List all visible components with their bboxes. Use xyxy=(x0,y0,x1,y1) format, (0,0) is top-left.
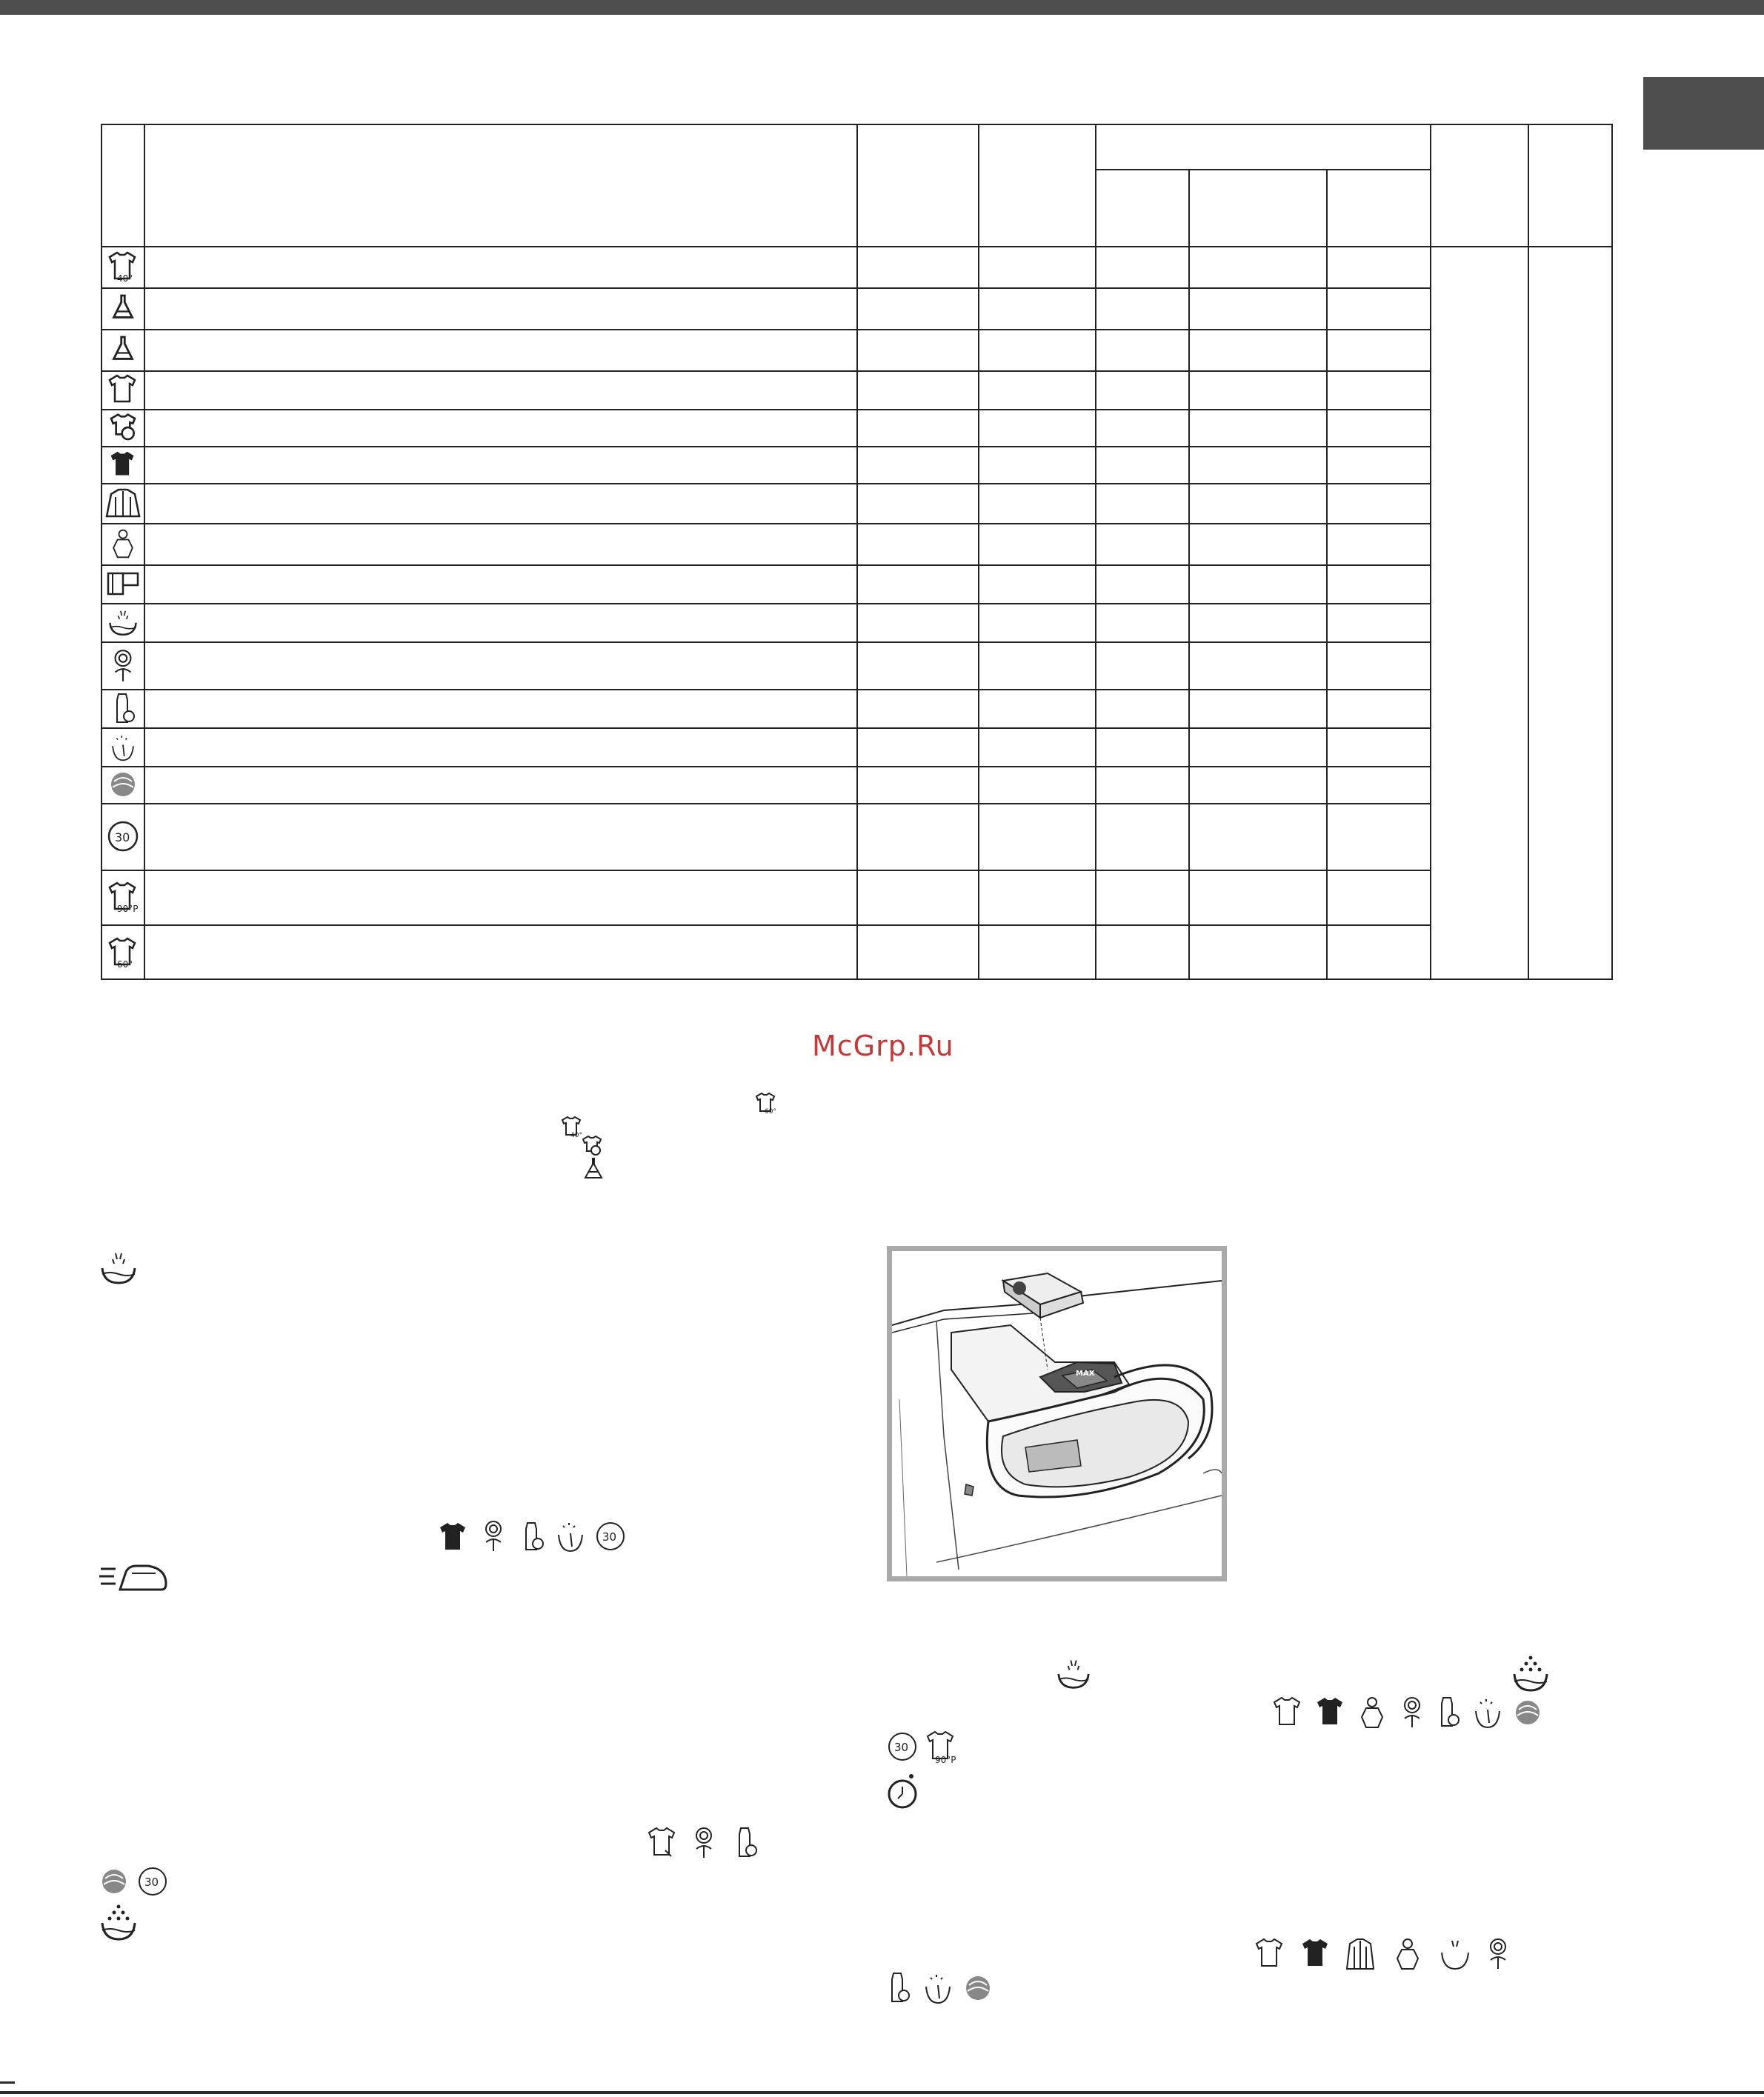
table-row-line xyxy=(101,370,1430,372)
wool-icon xyxy=(105,766,141,803)
table-row-line xyxy=(101,329,1430,330)
table-row-line xyxy=(101,409,1430,410)
table-row-line xyxy=(101,803,1430,804)
watermark: McGrp.Ru xyxy=(812,1030,954,1062)
detergent-drawer-illustration xyxy=(887,1246,1227,1581)
icon-group-1 xyxy=(437,1518,630,1556)
icon-group-2 xyxy=(646,1825,772,1865)
iron-icon xyxy=(99,1561,167,1594)
cotton-stains-icon xyxy=(582,1157,605,1182)
table-row-line xyxy=(101,287,1430,289)
tshirt-40-label: 40° xyxy=(570,1132,582,1138)
table-row-line xyxy=(101,523,1430,524)
table-row-line xyxy=(101,727,1430,729)
silk-icon xyxy=(105,641,141,689)
table-column-line xyxy=(144,124,145,980)
header-subdivider xyxy=(1095,169,1430,170)
svg-text:40°: 40° xyxy=(117,273,133,284)
delicates-icon-right xyxy=(1055,1656,1092,1690)
mix-30-label-3: 30 xyxy=(894,1741,909,1754)
tshirt-90p-icon xyxy=(105,870,141,924)
table-row-line xyxy=(101,766,1430,767)
soak-icon xyxy=(99,1902,138,1942)
table-column-line xyxy=(1430,124,1431,980)
icon-group-3 xyxy=(99,1864,173,1898)
delicates-icon xyxy=(105,603,141,641)
mixed-load-icon xyxy=(105,409,141,446)
table-row-line xyxy=(101,603,1430,604)
delicates-icon xyxy=(99,1249,138,1286)
anti-allergy-icon xyxy=(105,727,141,766)
svg-text:90°P: 90°P xyxy=(117,904,139,914)
table-column-line xyxy=(978,124,979,980)
svg-text:30: 30 xyxy=(115,830,130,844)
svg-text:60°: 60° xyxy=(117,959,133,970)
table-row-line xyxy=(101,446,1430,447)
icon-group-6 xyxy=(1254,1936,1528,1973)
timer-icon xyxy=(886,1772,920,1810)
table-column-line xyxy=(1528,124,1529,980)
tshirt-40-icon xyxy=(105,246,141,287)
dark-garments-icon xyxy=(105,446,141,483)
table-column-line xyxy=(1326,169,1328,980)
mix-30-label: 30 xyxy=(602,1530,617,1544)
max-label: MAX xyxy=(1076,1370,1095,1378)
shirts-icon xyxy=(105,483,141,523)
table-row-line xyxy=(101,924,1430,926)
cotton-stains-icon xyxy=(105,287,141,329)
table-row-line xyxy=(101,870,1430,871)
top-bar xyxy=(0,0,1764,15)
cotton-standard-icon xyxy=(105,370,141,409)
table-row-line xyxy=(101,564,1430,566)
synthetic-stains-icon xyxy=(105,329,141,370)
towels-icon xyxy=(105,564,141,603)
mixed-load-icon xyxy=(581,1135,603,1157)
bottom-tick xyxy=(0,2081,15,2084)
mix-30-label-2: 30 xyxy=(144,1876,159,1889)
bottom-rule xyxy=(0,2091,1764,2094)
mix-30-icon xyxy=(105,803,141,870)
tshirt-60-label: 60° xyxy=(765,1108,776,1114)
tshirt-90p-label: 90°P xyxy=(935,1755,956,1764)
table-column-line xyxy=(856,124,858,980)
table-row-line xyxy=(101,246,1613,247)
table-row-line xyxy=(101,483,1430,484)
icon-group-4 xyxy=(1271,1695,1553,1732)
down-jacket-icon xyxy=(105,523,141,564)
tshirt-60-icon xyxy=(105,924,141,980)
table-column-line xyxy=(1188,169,1190,980)
table-column-line xyxy=(1095,124,1096,980)
table-row-line xyxy=(101,641,1430,643)
table-row-line xyxy=(101,689,1430,690)
icon-group-7 xyxy=(886,1970,1005,2007)
tshirt-60-icon xyxy=(754,1092,779,1114)
soak-icon-right xyxy=(1511,1653,1550,1693)
language-tab[interactable] xyxy=(1643,77,1764,150)
icon-group-5 xyxy=(886,1730,975,1764)
baby-icon xyxy=(105,689,141,727)
